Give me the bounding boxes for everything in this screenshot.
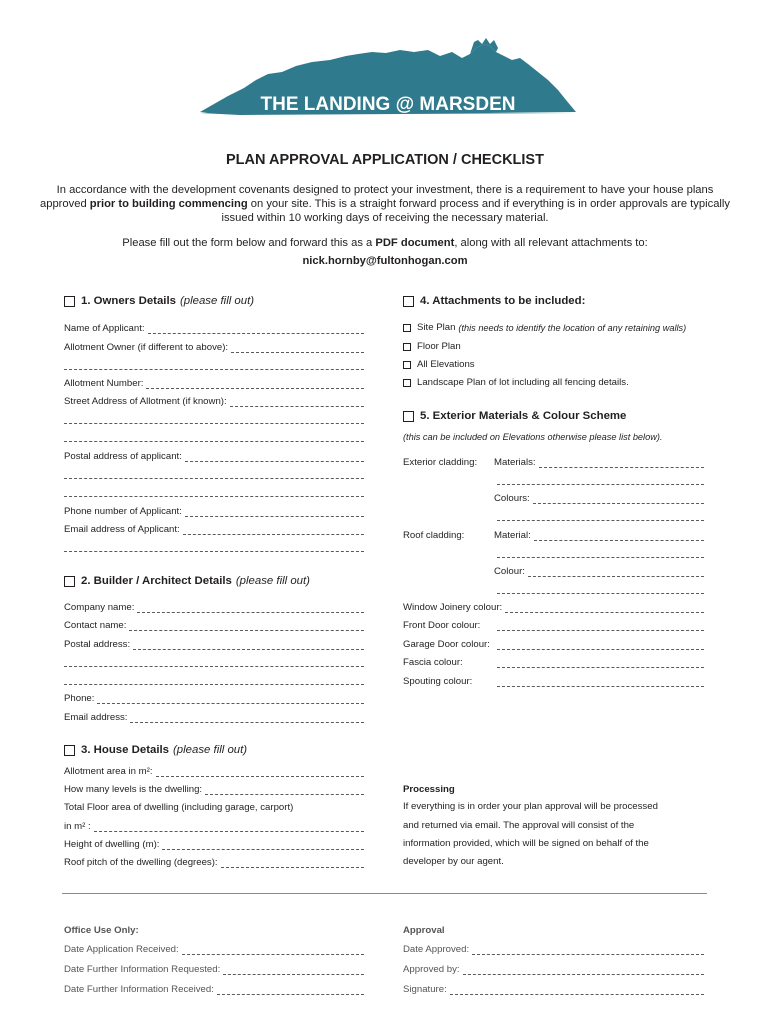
builder-postal-label: Postal address:	[64, 639, 131, 650]
fascia-label: Fascia colour:	[403, 657, 463, 668]
floor-area-field[interactable]	[64, 820, 364, 832]
date-approved-field[interactable]	[403, 943, 704, 955]
floor-area-unit: in m² :	[64, 821, 91, 832]
cladding-colours-label: Colours:	[494, 493, 530, 504]
exterior-heading-text: 5. Exterior Materials & Colour Scheme	[420, 410, 627, 422]
exterior-checkbox[interactable]	[403, 411, 414, 422]
street-address-line-3[interactable]	[64, 441, 364, 442]
company-name-field[interactable]	[64, 601, 364, 613]
builder-heading-text: 2. Builder / Architect Details	[81, 575, 232, 587]
spouting-label-row	[403, 675, 472, 687]
builder-heading-note: (please fill out)	[235, 575, 310, 587]
applicant-name-field[interactable]	[64, 322, 364, 334]
postal-address-field[interactable]	[64, 450, 364, 462]
date-received-field[interactable]	[64, 943, 364, 955]
approved-by-label: Approved by:	[403, 964, 460, 975]
allotment-owner-label: Allotment Owner (if different to above):	[64, 342, 229, 353]
instructions-text-a: Please fill out the form below and forward this as a	[122, 237, 376, 249]
floor-plan-item[interactable]	[403, 341, 461, 352]
office-use-heading: Office Use Only:	[64, 925, 139, 936]
site-plan-checkbox[interactable]	[403, 324, 411, 332]
street-address-label: Street Address of Allotment (if known):	[64, 396, 227, 407]
instructions-paragraph	[40, 236, 730, 250]
cladding-materials-line-2[interactable]	[497, 484, 704, 485]
floor-area-label-row	[64, 801, 364, 813]
floor-plan-checkbox[interactable]	[403, 343, 411, 351]
instructions-text-bold: PDF document	[375, 237, 455, 249]
processing-line-1: If everything is in order your plan approval will be processed	[403, 801, 658, 812]
builder-checkbox[interactable]	[64, 576, 75, 587]
street-address-line-2[interactable]	[64, 423, 364, 424]
builder-heading	[64, 575, 310, 587]
date-info-received-label: Date Further Information Received:	[64, 984, 214, 995]
applicant-phone-field[interactable]	[64, 505, 364, 517]
landscape-checkbox[interactable]	[403, 379, 411, 387]
allotment-number-label: Allotment Number:	[64, 378, 144, 389]
contact-name-field[interactable]	[64, 619, 364, 631]
date-requested-label: Date Further Information Requested:	[64, 964, 221, 975]
allotment-area-label: Allotment area in m²:	[64, 766, 153, 777]
attachments-heading	[403, 295, 585, 307]
owners-heading	[64, 295, 254, 307]
front-door-label: Front Door colour:	[403, 620, 481, 631]
contact-name-label: Contact name:	[64, 620, 127, 631]
site-plan-item[interactable]	[403, 322, 686, 333]
date-approved-label: Date Approved:	[403, 944, 470, 955]
window-joinery-field[interactable]	[403, 601, 704, 613]
roof-cladding-label-row	[403, 529, 464, 541]
allotment-owner-field[interactable]	[64, 341, 364, 353]
date-info-received-field[interactable]	[64, 983, 364, 995]
garage-door-label: Garage Door colour:	[403, 639, 490, 650]
levels-label: How many levels is the dwelling:	[64, 784, 203, 795]
attachments-checkbox[interactable]	[403, 296, 414, 307]
applicant-email-line-2[interactable]	[64, 551, 364, 552]
allotment-owner-extra-line[interactable]	[64, 369, 364, 370]
height-label: Height of dwelling (m):	[64, 839, 160, 850]
applicant-email-field[interactable]	[64, 523, 364, 535]
page-title: PLAN APPROVAL APPLICATION / CHECKLIST	[226, 152, 544, 168]
cladding-materials-label: Materials:	[494, 457, 536, 468]
postal-address-line-2[interactable]	[64, 478, 364, 479]
roof-pitch-field[interactable]	[64, 856, 364, 868]
date-received-label: Date Application Received:	[64, 944, 179, 955]
landing-marsden-logo	[0, 0, 770, 120]
cladding-colours-field[interactable]	[494, 492, 704, 504]
builder-postal-field[interactable]	[64, 638, 364, 650]
processing-line-2: and returned via email. The approval will consist of the	[403, 820, 635, 831]
roof-material-label: Material:	[494, 530, 531, 541]
landscape-label: Landscape Plan of lot including all fencing details.	[417, 377, 629, 388]
roof-colour-field[interactable]	[494, 565, 704, 577]
exterior-note: (this can be included on Elevations otherwise please list below).	[403, 432, 663, 442]
exterior-cladding-label-row	[403, 456, 477, 468]
front-door-line[interactable]	[497, 630, 704, 631]
approved-by-field[interactable]	[403, 963, 704, 975]
intro-text-bold: prior to building commencing	[89, 198, 248, 210]
allotment-area-field[interactable]	[64, 765, 364, 777]
attachments-heading-text: 4. Attachments to be included:	[420, 295, 586, 307]
floor-plan-label: Floor Plan	[417, 341, 461, 352]
instructions-text-b: , along with all relevant attachments to:	[454, 237, 648, 249]
builder-phone-field[interactable]	[64, 692, 364, 704]
submission-email[interactable]: nick.hornby@fultonhogan.com	[302, 255, 468, 267]
section-divider	[62, 893, 707, 894]
floor-area-label: Total Floor area of dwelling (including garage, carport)	[64, 802, 294, 813]
roof-pitch-label: Roof pitch of the dwelling (degrees):	[64, 857, 218, 868]
postal-address-line-3[interactable]	[64, 496, 364, 497]
garage-door-line[interactable]	[497, 649, 704, 650]
cladding-materials-field[interactable]	[494, 456, 704, 468]
house-heading	[64, 744, 247, 756]
signature-label: Signature:	[403, 984, 447, 995]
elevations-checkbox[interactable]	[403, 361, 411, 369]
processing-line-3: information provided, which will be signed on behalf of the	[403, 838, 649, 849]
date-requested-field[interactable]	[64, 963, 364, 975]
roof-colour-line-2[interactable]	[497, 593, 704, 594]
logo-text: THE LANDING @ MARSDEN	[260, 94, 516, 115]
approval-heading: Approval	[403, 925, 445, 936]
house-checkbox[interactable]	[64, 745, 75, 756]
builder-phone-label: Phone:	[64, 693, 95, 704]
house-heading-text: 3. House Details	[81, 744, 169, 756]
spouting-line[interactable]	[497, 686, 704, 687]
levels-field[interactable]	[64, 783, 364, 795]
processing-line-4: developer by our agent.	[403, 856, 504, 867]
exterior-heading	[403, 410, 626, 422]
applicant-email-label: Email address of Applicant:	[64, 524, 180, 535]
owners-checkbox[interactable]	[64, 296, 75, 307]
applicant-phone-label: Phone number of Applicant:	[64, 506, 182, 517]
house-heading-note: (please fill out)	[173, 744, 248, 756]
signature-field[interactable]	[403, 983, 704, 995]
cladding-colours-line-2[interactable]	[497, 520, 704, 521]
owners-heading-note: (please fill out)	[179, 295, 255, 307]
elevations-label: All Elevations	[417, 359, 475, 370]
garage-door-label-row	[403, 638, 490, 650]
elevations-item[interactable]	[403, 359, 475, 370]
builder-email-field[interactable]	[64, 711, 364, 723]
intro-text-a: In accordance with the development covenants designed to protect your investment, there is a requirement to have your house plans approved	[40, 184, 714, 210]
builder-postal-line-2[interactable]	[64, 666, 364, 667]
allotment-number-field[interactable]	[64, 377, 364, 389]
height-field[interactable]	[64, 838, 364, 850]
builder-email-label: Email address:	[64, 712, 128, 723]
builder-postal-line-3[interactable]	[64, 684, 364, 685]
spouting-label: Spouting colour:	[403, 676, 473, 687]
company-name-label: Company name:	[64, 602, 135, 613]
owners-heading-text: 1. Owners Details	[81, 295, 176, 307]
window-joinery-label: Window Joinery colour:	[403, 602, 503, 613]
intro-paragraph	[40, 183, 730, 225]
fascia-line[interactable]	[497, 667, 704, 668]
roof-material-line-2[interactable]	[497, 557, 704, 558]
site-plan-label: Site Plan	[417, 322, 456, 333]
intro-text-b: on your site. This is a straight forward process and if everything is in order approvals are typically issued within 10 working days of receiving the necessary material.	[221, 198, 730, 224]
fascia-label-row	[403, 656, 463, 668]
roof-cladding-label: Roof cladding:	[403, 530, 465, 541]
processing-heading: Processing	[403, 784, 455, 795]
landscape-item[interactable]	[403, 377, 629, 388]
site-plan-note: (this needs to identify the location of any retaining walls)	[458, 322, 687, 333]
front-door-label-row	[403, 619, 480, 631]
roof-material-field[interactable]	[494, 529, 704, 541]
postal-address-label: Postal address of applicant:	[64, 451, 182, 462]
applicant-name-label: Name of Applicant:	[64, 323, 145, 334]
roof-colour-label: Colour:	[494, 566, 525, 577]
street-address-field[interactable]	[64, 395, 364, 407]
exterior-cladding-label: Exterior cladding:	[403, 457, 478, 468]
